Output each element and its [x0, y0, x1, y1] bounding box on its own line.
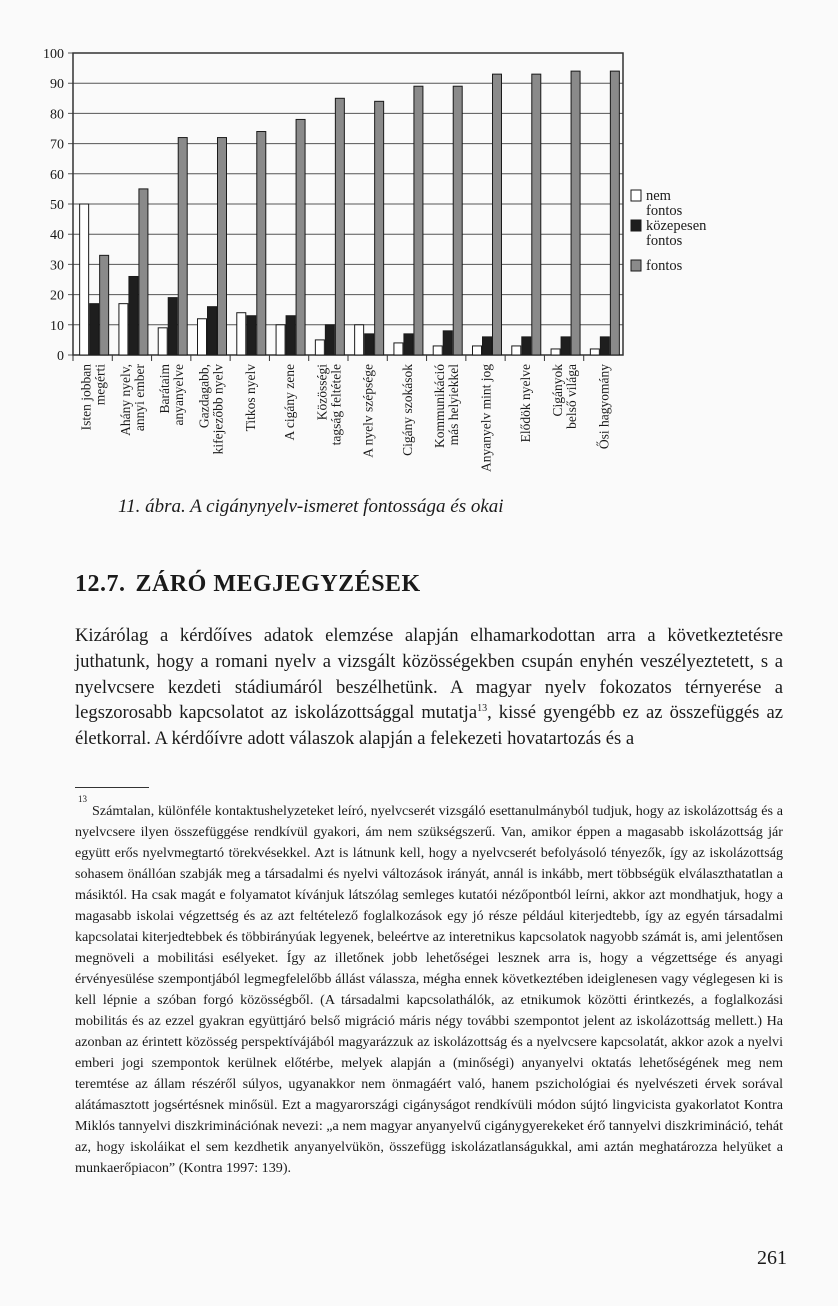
- footnote-reference[interactable]: 13: [477, 703, 488, 715]
- y-tick-label: 40: [50, 228, 64, 244]
- bar: [365, 334, 374, 355]
- x-axis-labels: [79, 364, 612, 472]
- x-tick-label: Elődök nyelve: [517, 364, 533, 443]
- paragraph-text: Kizárólag a kérdőíves adatok elemzése alapján elhamarkodottan arra a következtetésre juthatunk, hogy a romani nyelv a vizsgált közösségekben csupán enyhén veszélyeztetett, s a nyelvcsere kezdeti stádiumáról beszélhetünk. A magyar nyelv fokozatos térnyerése a legszorosabb kapcsolatot az iskolázottsággal mutatja: [75, 625, 783, 724]
- footnote: 13 Számtalan, különféle kontaktushelyzeteket leíró, nyelvcserét vizsgáló esettanulmányból tudjuk, hogy az iskolázottság és a nyelvcsere ilyen összefüggése rendkívül gyakori, ám nem szükségszerű. Van, amikor éppen a magasabb iskolázottság jár együtt erős nyelvmegtartó törekvésekkel. Azt is látnunk kell, hogy a nyelvcserét befolyásoló tényezők, így az iskolázottság sohasem önállóan szabják meg a társadalmi és nyelvi változások irányát, annál is inkább, mert többségük elválaszthatatlan a másiktól. Ha csak magát e folyamatot kívánjuk látszólag semleges kutatói nézőpontból leírni, akkor azt mondhatjuk, hogy a magasabb iskolai végzettség és az azt feltételező foglalkozások egy jó része például kiterjedtebb, így az egyén társadalmi kapcsolatai kiterjedtebbek és többirányúak legyenek, beleértve az interetnikus kapcsolatok nagyobb számát is, ami jelentősen megnöveli a mobilitási esélyeket. Így az illetőnek jobb lehetőségei lesznek arra is, hogy a végzettsége és anyagi érvényesülése szempontjából legmegfelelőbb állást válassza, mégha ennek következtében ideiglenesen vagy véglegesen ki is kell lépnie a szóban forgó közösségből. (A társadalmi kapcsolathálók, az etnikumok közötti érintkezés, a foglalkozási mobilitás és az ezzel gyakran együttjáró belső migráció máris négy további szempontot jelent az iskolázottság mellett.) Ha azonban az érintett közösség perspektívájából magyarázzuk az iskolázottság és a nyelvcsere kapcsolatát, akkor azok a nyelvi emberi jogi szempontok kerülnek előtérbe, melyek alapján a (minőségi) anyanyelvi oktatás lehetőségének meg nem teremtése az állam részéről súlyos, ugyanakkor nem önmagáért való, hanem pszichológiai és nyelvészeti érvek sorával alátámasztott jogsértésnek minősül. Ezt a magyarországi cigányságot rendkívüli módon sújtó lingvicista gyakorlatot Kontra Miklós tannyelvi diszkriminációnak nevezi: „a nem magyar anyanyelvű cigánygyerekeket érő tannyelvi diszkrimináció, tehát az, hogy iskoláikat el sem kezdhetik anyanyelvükön, összefügg iskolázatlanságukkal, ami aztán meghatározza helyüket a munkaerőpiacon” (Kontra 1997: 139).: [75, 801, 783, 1179]
- x-tick-label: A cigány zene: [282, 364, 298, 441]
- bar: [168, 298, 177, 355]
- bar: [80, 204, 89, 355]
- bar: [522, 337, 531, 355]
- bar: [119, 304, 128, 355]
- footnote-divider: [75, 787, 149, 788]
- bar: [571, 71, 580, 355]
- bar: [158, 328, 167, 355]
- x-tick-label: Titkos nyelv: [242, 364, 258, 432]
- bar: [247, 316, 256, 355]
- bar: [590, 349, 599, 355]
- bar: [561, 337, 570, 355]
- x-tick-label: Cigány szokások: [399, 364, 415, 456]
- y-tick-label: 100: [43, 47, 64, 62]
- bar: [473, 346, 482, 355]
- y-tick-label: 50: [50, 198, 64, 213]
- bar: [90, 304, 99, 355]
- y-axis-ticks: [43, 47, 64, 364]
- footnote-text: Számtalan, különféle kontaktushelyzeteket leíró, nyelvcserét vizsgáló esettanulmányból tudjuk, hogy az iskolázottság és a nyelvcsere ilyen összefüggése rendkívül gyakori, ám nem szükségszerű. Van, amikor éppen a magasabb iskolázottság jár együtt erős nyelvmegtartó törekvésekkel. Azt is látnunk kell, hogy a nyelvcserét befolyásoló tényezők, így az iskolázottság sohasem önállóan szabják meg a társadalmi és nyelvi változások irányát, annál is inkább, mert többségük elválaszthatatlan a másiktól. Ha csak magát e folyamatot kívánjuk látszólag semleges kutatói nézőpontból leírni, akkor azt mondhatjuk, hogy a magasabb iskolai végzettség és az azt feltételező foglalkozások egy jó része például kiterjedtebb, így az egyén társadalmi kapcsolatai kiterjedtebbek és többirányúak legyenek, beleértve az interetnikus kapcsolatok nagyobb számát is, ami jelentősen megnöveli a mobilitási esélyeket. Így az illetőnek jobb lehetőségei lesznek arra is, hogy a végzettsége és anyagi érvényesülése szempontjából legmegfelelőbb állást válassza, mégha ennek következtében ideiglenesen vagy véglegesen ki is kell lépnie a szóban forgó közösségből. (A társadalmi kapcsolathálók, az etnikumok közötti érintkezés, a foglalkozási mobilitás és az ezzel gyakran együttjáró belső migráció máris négy további szempontot jelent az iskolázottság mellett.) Ha azonban az érintett közösség perspektívájából magyarázzuk az iskolázottság és a nyelvcsere kapcsolatát, akkor azok a nyelvi emberi jogi szempontok kerülnek előtérbe, melyek alapján a (minőségi) anyanyelvi oktatás lehetőségének meg nem teremtése az állam részéről súlyos, ugyanakkor nem önmagáért való, hanem pszichológiai és nyelvészeti érvek sorával alátámasztott jogsértésnek minősül. Ezt a magyarországi cigányságot rendkívüli módon sújtó lingvicista gyakorlatot Kontra Miklós tannyelvi diszkriminációnak nevezi: „a nem magyar anyanyelvű cigánygyerekeket érő tannyelvi diszkrimináció, tehát az, hogy iskoláikat el sem kezdhetik anyanyelvükön, összefügg iskolázatlanságukkal, ami aztán meghatározza helyüket a munkaerőpiacon” (Kontra 1997: 139).: [75, 803, 783, 1176]
- x-tick-label: Közösségitagság feltétele: [314, 364, 344, 446]
- bar: [610, 71, 619, 355]
- x-tick-label: Kommunikációmás helyiekkel: [432, 364, 462, 448]
- x-tick-label: Cigányokbelső világa: [550, 364, 580, 429]
- bar-chart: [0, 0, 838, 500]
- figure-caption: 11. ábra. A cigánynyelv-ismeret fontossága és okai: [118, 496, 504, 517]
- paragraph-text-continued: , kissé gyengébb ez az összefüggés az életkorral. A kérdőívre adott válaszok alapján a felekezeti hovatartozás és a: [75, 702, 783, 750]
- bar: [296, 119, 305, 355]
- y-tick-label: 20: [50, 288, 64, 304]
- bar: [414, 86, 423, 355]
- bar: [483, 337, 492, 355]
- bar: [257, 132, 266, 355]
- bar: [453, 86, 462, 355]
- section-heading: [75, 571, 421, 598]
- legend-swatch: [631, 260, 641, 271]
- x-tick-label: Anyanyelv mint jog: [478, 364, 494, 472]
- page-number: 261: [757, 1247, 787, 1269]
- bar: [129, 276, 138, 355]
- bar: [532, 74, 541, 355]
- x-tick-label: Isten jobbanmegérti: [78, 364, 108, 431]
- bar: [600, 337, 609, 355]
- bar: [512, 346, 521, 355]
- x-tick-label: Ahány nyelv,annyi ember: [117, 364, 147, 436]
- bar: [237, 313, 246, 355]
- section-number: 12.7.: [75, 571, 126, 597]
- bar: [286, 316, 295, 355]
- bar: [433, 346, 442, 355]
- y-tick-label: 80: [50, 107, 64, 123]
- y-tick-label: 10: [50, 318, 64, 334]
- bar: [355, 325, 364, 355]
- body-paragraph: [75, 623, 783, 752]
- x-tick-label: Ősi hagyomány: [596, 364, 612, 450]
- bar: [375, 101, 384, 355]
- bar: [208, 307, 217, 355]
- bar: [218, 138, 227, 355]
- y-tick-label: 0: [57, 349, 64, 364]
- legend-label: nem fontos: [646, 188, 683, 219]
- bar: [178, 138, 187, 355]
- section-title: ZÁRÓ MEGJEGYZÉSEK: [135, 571, 421, 597]
- bar: [443, 331, 452, 355]
- bar: [551, 349, 560, 355]
- bar: [198, 319, 207, 355]
- y-tick-label: 70: [50, 137, 64, 153]
- chart-legend: [631, 188, 707, 274]
- bar: [404, 334, 413, 355]
- x-tick-label: Gazdagabb,kifejezőbb nyelv: [196, 364, 226, 455]
- bar: [100, 255, 109, 355]
- y-tick-label: 30: [50, 258, 64, 274]
- bar: [335, 98, 344, 355]
- x-tick-label: A nyelv szépsége: [360, 364, 376, 458]
- bar: [315, 340, 324, 355]
- y-tick-label: 60: [50, 167, 64, 183]
- legend-swatch: [631, 220, 641, 231]
- bar: [493, 74, 502, 355]
- bar: [325, 325, 334, 355]
- legend-label: fontos: [646, 258, 683, 274]
- legend-label: közepesen fontos: [646, 218, 707, 249]
- bar: [276, 325, 285, 355]
- legend-swatch: [631, 190, 641, 201]
- bar: [139, 189, 148, 355]
- x-tick-label: Barátaimanyanyelve: [157, 364, 187, 426]
- bar: [394, 343, 403, 355]
- y-tick-label: 90: [50, 77, 64, 93]
